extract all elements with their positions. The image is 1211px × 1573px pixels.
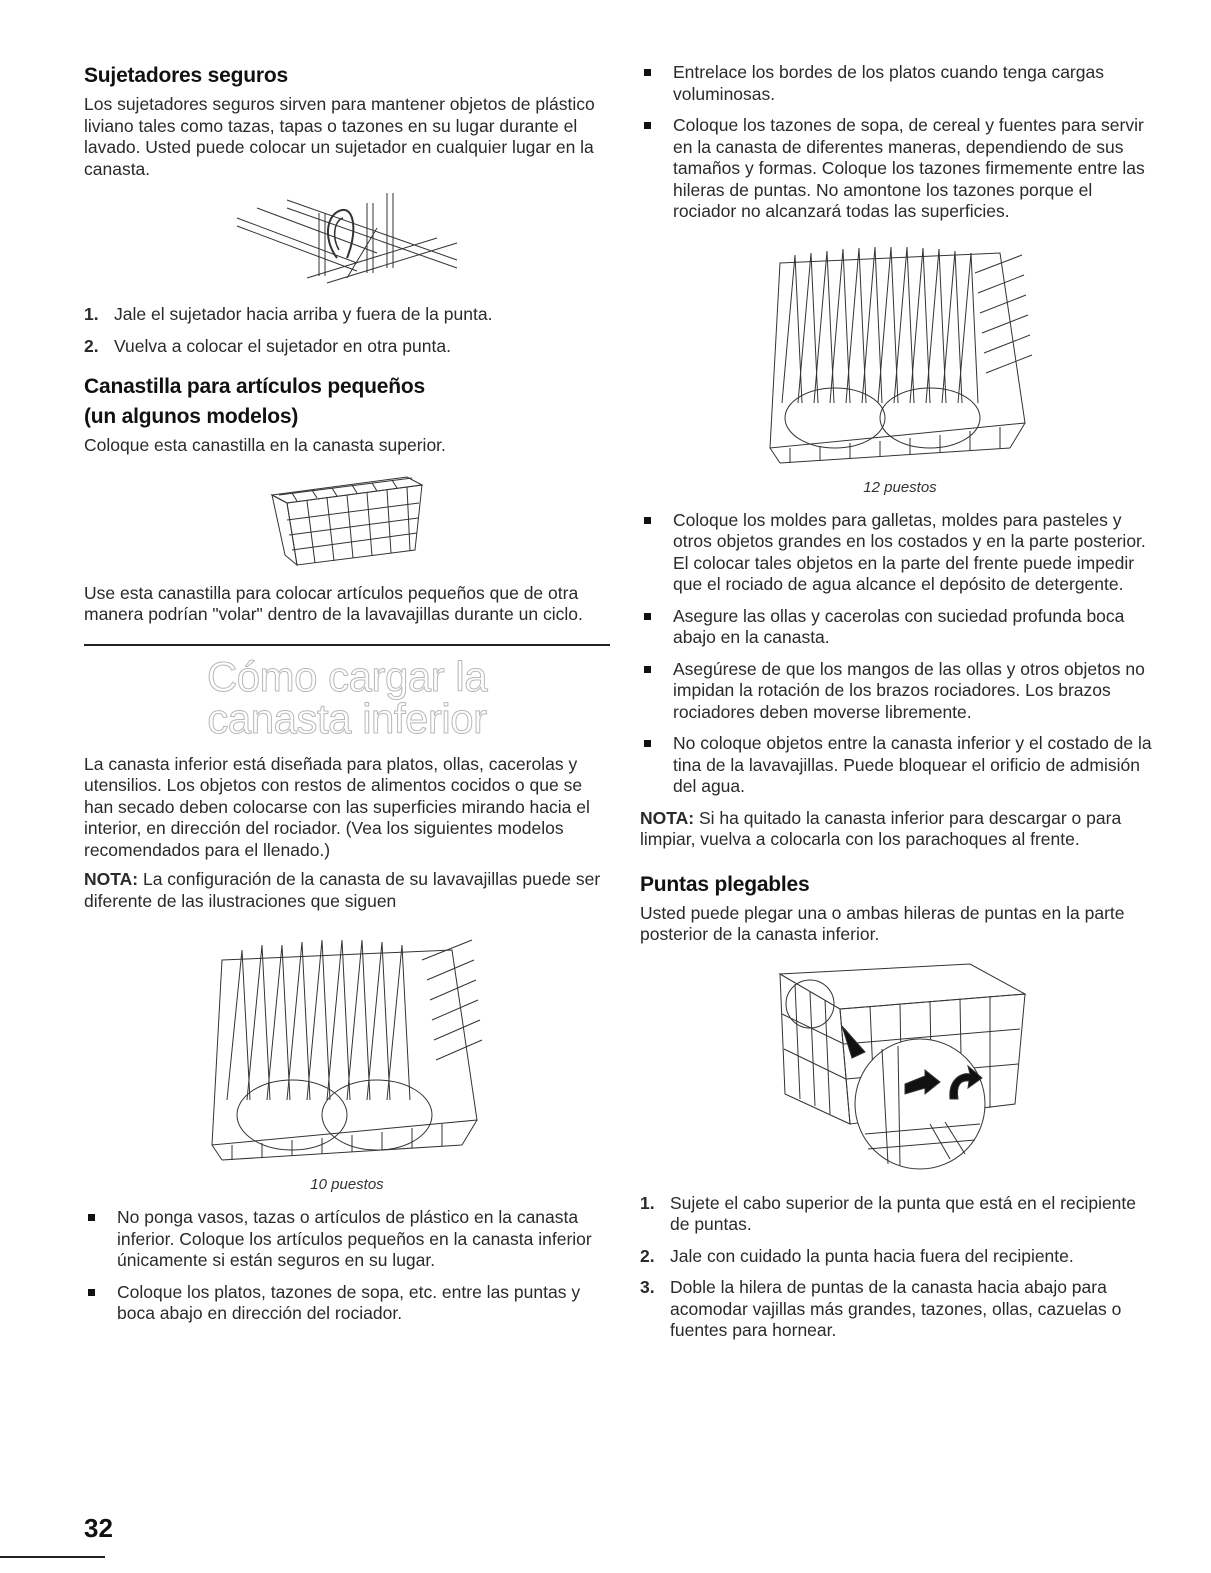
figure-caption-12: 12 puestos [863, 478, 937, 496]
list-item [640, 1277, 1160, 1342]
cargar-note [84, 869, 610, 912]
bullet-square-icon [644, 517, 651, 524]
step-number: 2. [84, 335, 99, 356]
puntas-steps [640, 1193, 1160, 1342]
bullet-text: Coloque los moldes para galletas, moldes para pasteles y otros objetos grandes en los costados y en la parte posterior. El colocar tales objetos en la parte del frente puede impedir que el rociado de agua alcance el depósito de detergente. [673, 509, 1146, 594]
footer-rule [0, 1556, 105, 1558]
list-item [84, 1282, 610, 1325]
right-bullets-bottom [640, 510, 1160, 798]
bullet-text: Coloque los tazones de sopa, de cereal y fuentes para servir en la canasta de diferentes maneras, dependiendo de sus tamaños y formas. Coloque los tazones firmemente entre las hileras de puntas. No amontone los tazones porque el rociador no alcanzará todas las superficies. [673, 115, 1145, 221]
list-item [84, 304, 610, 326]
cargar-body: La canasta inferior está diseñada para platos, ollas, cacerolas y utensilios. Los objetos con restos de alimentos cocidos o que se han secado deben colocarse con las superficies mirando hacia el interior, en dirección del rociador. (Vea los siguientes modelos recomendados para el llenado.) [84, 753, 590, 860]
canastilla-body: Use esta canastilla para colocar artículos pequeños que de otra manera podrían "volar" dentro de la lavavajillas durante un ciclo. [84, 582, 583, 624]
step-text: Jale con cuidado la punta hacia fuera del recipiente. [670, 1245, 1074, 1266]
basket-illustration-svg [267, 465, 427, 573]
bullet-square-icon [644, 122, 651, 129]
right-column [640, 62, 1160, 1354]
step-text: Jale el sujetador hacia arriba y fuera de la punta. [114, 304, 493, 324]
rack-10-illustration [84, 920, 610, 1170]
bullet-text: Asegúrese de que los mangos de las ollas y otros objetos no impidan la rotación de los brazos rociadores. Los brazos rociadores deben moverse libremente. [673, 658, 1145, 722]
rack-12-illustration-svg [760, 233, 1040, 468]
fold-tines-illustration [640, 954, 1160, 1179]
list-item [640, 510, 1160, 596]
list-item [640, 1246, 1160, 1268]
step-text: Vuelva a colocar el sujetador en otra punta. [114, 335, 451, 356]
rack-12-illustration [640, 233, 1160, 473]
page-number: 32 [84, 1513, 113, 1543]
left-column [84, 56, 610, 1335]
note-text: La configuración de la canasta de su lavavajillas puede ser diferente de las ilustraciones que siguen [84, 869, 601, 911]
step-text: Doble la hilera de puntas de la canasta hacia abajo para acomodar vajillas más grandes, tazones, ollas, cazuelas o fuentes para hornear. [670, 1277, 1122, 1340]
list-item [640, 659, 1160, 724]
bullet-square-icon [88, 1214, 95, 1221]
section-title-canastilla: Canastilla para artículos pequeños [84, 375, 425, 398]
bullet-square-icon [644, 613, 651, 620]
step-number: 3. [640, 1277, 655, 1297]
sujetadores-steps [84, 304, 610, 357]
right-bullets-top [640, 62, 1160, 223]
clip-illustration [84, 188, 610, 298]
step-text: Sujete el cabo superior de la punta que está en el recipiente de puntas. [670, 1192, 1137, 1234]
clip-illustration-svg [227, 188, 467, 288]
bullet-text: Asegure las ollas y cacerolas con suciedad profunda boca abajo en la canasta. [673, 605, 1125, 647]
note-label: NOTA: [640, 807, 695, 828]
note-label: NOTA: [84, 869, 139, 889]
right-note [640, 808, 1160, 851]
step-number: 1. [84, 304, 99, 324]
basket-illustration [84, 465, 610, 577]
note-text: Si ha quitado la canasta inferior para descargar o para limpiar, vuelva a colocarla con los parachoques al frente. [640, 807, 1122, 849]
title-line: canasta inferior [207, 694, 487, 742]
fold-tines-illustration-svg [770, 954, 1030, 1174]
bullet-text: No ponga vasos, tazas o artículos de plástico en la canasta inferior. Coloque los artículos pequeños en la canasta inferior únicamente si están seguros en su lugar. [117, 1207, 592, 1270]
section-title-puntas: Puntas plegables [640, 872, 810, 896]
figure-caption-10: 10 puestos [310, 1176, 384, 1193]
bullet-square-icon [644, 69, 651, 76]
list-item [84, 1207, 610, 1272]
list-item [640, 606, 1160, 649]
section-subtitle-canastilla: (un algunos modelos) [84, 405, 299, 428]
section-title-sujetadores: Sujetadores seguros [84, 64, 288, 87]
list-item [640, 1193, 1160, 1236]
section-divider [84, 644, 610, 646]
bullet-text: Coloque los platos, tazones de sopa, etc. entre las puntas y boca abajo en dirección del rociador. [117, 1281, 581, 1323]
rack-10-illustration-svg [202, 920, 492, 1165]
cargar-bullets [84, 1207, 610, 1325]
bullet-square-icon [644, 666, 651, 673]
bullet-square-icon [644, 740, 651, 747]
bullet-text: Entrelace los bordes de los platos cuando tenga cargas voluminosas. [673, 62, 1104, 104]
sujetadores-body: Los sujetadores seguros sirven para mantener objetos de plástico liviano tales como tazas, tapas o tazones en su lugar durante el lavado. Usted puede colocar un sujetador en cualquier lugar en la canasta. [84, 94, 595, 179]
canastilla-intro: Coloque esta canastilla en la canasta superior. [84, 435, 446, 455]
list-item [640, 733, 1160, 798]
list-item [84, 336, 610, 358]
section-title-cargar [84, 652, 610, 742]
bullet-text: No coloque objetos entre la canasta inferior y el costado de la tina de la lavavajillas. Puede bloquear el orificio de admisión del agua. [673, 733, 1152, 796]
puntas-body: Usted puede plegar una o ambas hileras de puntas en la parte posterior de la canasta inferior. [640, 902, 1125, 944]
step-number: 2. [640, 1245, 655, 1266]
list-item [640, 62, 1160, 105]
title-line: Cómo cargar la [206, 652, 488, 700]
bullet-square-icon [88, 1289, 95, 1296]
list-item [640, 115, 1160, 223]
step-number: 1. [640, 1192, 655, 1213]
